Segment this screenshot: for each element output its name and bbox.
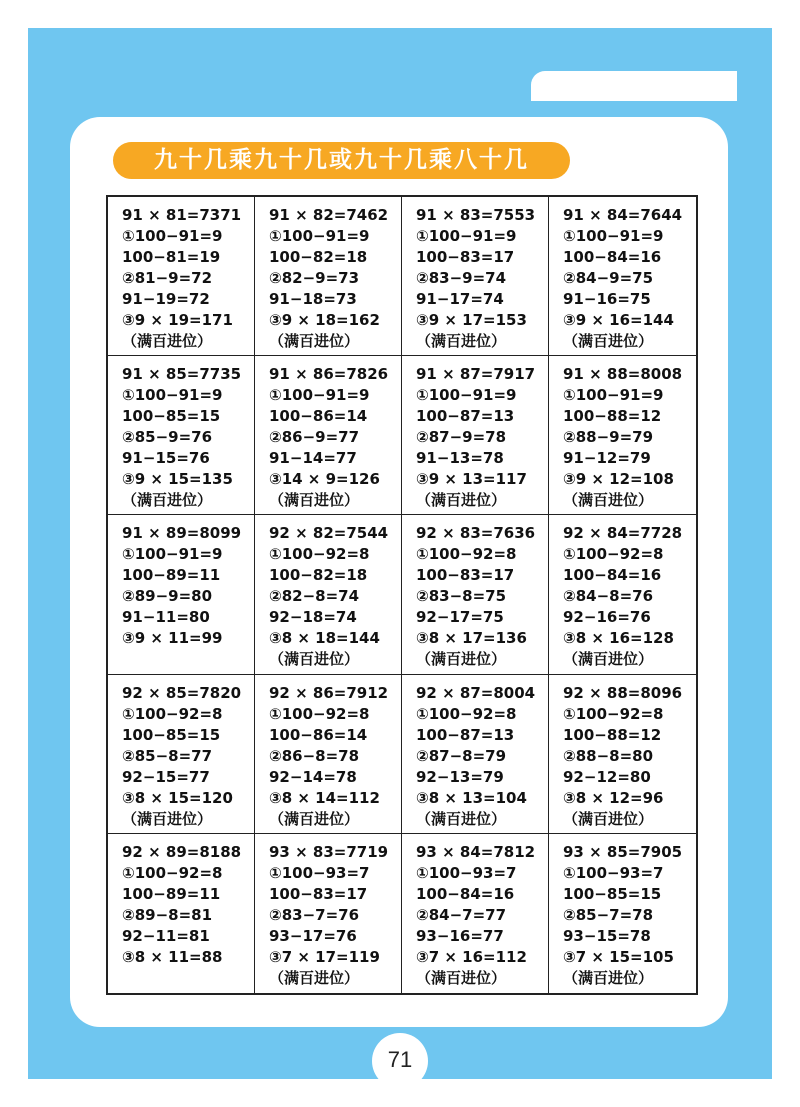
calculation-step: ①100−91=9 bbox=[416, 386, 517, 405]
table-cell bbox=[255, 356, 402, 515]
calculation-step: ②83−7=76 bbox=[269, 905, 360, 924]
calculation-step: （满百进位） bbox=[416, 968, 507, 987]
calculation-step: 92−18=74 bbox=[269, 608, 357, 627]
equation-result: 92 × 83=7636 bbox=[416, 524, 536, 543]
section-title: 九十几乘九十几或九十几乘八十几 bbox=[113, 142, 570, 179]
calculation-step: ③9 × 18=162 bbox=[269, 311, 380, 329]
table-cell bbox=[549, 356, 696, 515]
equation-result: 91 × 82=7462 bbox=[269, 206, 389, 224]
calculation-step: ②84−8=76 bbox=[563, 587, 654, 606]
table-cell bbox=[255, 834, 402, 993]
table-cell bbox=[108, 356, 255, 515]
calculation-step: 100−89=11 bbox=[122, 566, 221, 585]
calculation-step: ②87−9=78 bbox=[416, 428, 507, 447]
calculation-step: 100−87=13 bbox=[416, 407, 515, 426]
equation-result: 91 × 88=8008 bbox=[563, 365, 683, 384]
calculation-step: 100−83=17 bbox=[416, 566, 515, 585]
equation-result: 92 × 85=7820 bbox=[122, 683, 242, 702]
calculation-step: ③9 × 16=144 bbox=[563, 311, 674, 329]
calculation-step: ①100−93=7 bbox=[416, 863, 517, 882]
calculation-step: 100−85=15 bbox=[122, 407, 221, 426]
calculation-step: ②86−9=77 bbox=[269, 428, 360, 447]
calculation-step: 100−84=16 bbox=[416, 884, 515, 903]
calculation-step: （满百进位） bbox=[122, 491, 213, 510]
calculation-step: ②85−8=77 bbox=[122, 746, 213, 765]
calculation-step: 100−86=14 bbox=[269, 407, 368, 426]
calculation-step: （满百进位） bbox=[416, 332, 507, 350]
page-number: 71 bbox=[372, 1033, 428, 1089]
calculation-step: ③9 × 19=171 bbox=[122, 311, 233, 329]
calculation-step: （满百进位） bbox=[416, 650, 507, 669]
calculation-step: （满百进位） bbox=[416, 809, 507, 828]
calculation-step: ①100−91=9 bbox=[563, 386, 664, 405]
calculation-step: ①100−92=8 bbox=[563, 545, 664, 564]
calculation-step: 91−19=72 bbox=[122, 290, 210, 308]
equation-result: 91 × 86=7826 bbox=[269, 365, 389, 384]
calculation-step: ②83−8=75 bbox=[416, 587, 507, 606]
calculation-step: 100−81=19 bbox=[122, 248, 221, 266]
calculation-step: ①100−93=7 bbox=[269, 863, 370, 882]
calculation-step: ①100−92=8 bbox=[269, 545, 370, 564]
page-tab bbox=[531, 71, 737, 101]
calculation-step: ②84−7=77 bbox=[416, 905, 507, 924]
calculation-step: 100−82=18 bbox=[269, 566, 368, 585]
calculation-step: ②84−9=75 bbox=[563, 269, 654, 287]
calculation-step: 91−17=74 bbox=[416, 290, 504, 308]
calculation-step: 100−82=18 bbox=[269, 248, 368, 266]
calculation-step: （满百进位） bbox=[269, 809, 360, 828]
equation-result: 92 × 88=8096 bbox=[563, 683, 683, 702]
calculation-step: 100−85=15 bbox=[563, 884, 662, 903]
equation-result: 91 × 81=7371 bbox=[122, 206, 242, 224]
table-cell bbox=[549, 197, 696, 356]
calculation-step: ①100−91=9 bbox=[122, 545, 223, 564]
calculation-step: ②82−8=74 bbox=[269, 587, 360, 606]
table-cell bbox=[402, 834, 549, 993]
calculation-step: （满百进位） bbox=[563, 332, 654, 350]
calculation-step: ③8 × 18=144 bbox=[269, 629, 380, 648]
table-cell bbox=[255, 515, 402, 674]
calculation-step: 100−83=17 bbox=[416, 248, 515, 266]
calculation-step: ①100−92=8 bbox=[122, 863, 223, 882]
table-cell bbox=[108, 675, 255, 834]
calculation-step: 100−84=16 bbox=[563, 566, 662, 585]
equation-result: 91 × 84=7644 bbox=[563, 206, 683, 224]
calculation-step: ①100−91=9 bbox=[269, 386, 370, 405]
calculation-step: 100−88=12 bbox=[563, 725, 662, 744]
calculation-step: （满百进位） bbox=[563, 491, 654, 510]
calculation-step: 100−85=15 bbox=[122, 725, 221, 744]
calculation-step: ②85−7=78 bbox=[563, 905, 654, 924]
table-cell bbox=[549, 675, 696, 834]
calculation-step: 100−88=12 bbox=[563, 407, 662, 426]
equation-result: 91 × 87=7917 bbox=[416, 365, 536, 384]
calculation-step: ③9 × 15=135 bbox=[122, 470, 233, 489]
equation-result: 91 × 83=7553 bbox=[416, 206, 536, 224]
calculation-step: （满百进位） bbox=[269, 332, 360, 350]
calculation-step: ②86−8=78 bbox=[269, 746, 360, 765]
calculation-step: ②87−8=79 bbox=[416, 746, 507, 765]
table-cell bbox=[549, 515, 696, 674]
calculation-step: ①100−91=9 bbox=[563, 227, 664, 245]
calculation-step: ③8 × 15=120 bbox=[122, 788, 233, 807]
calculation-step: 92−11=81 bbox=[122, 926, 210, 945]
calculation-step: ③7 × 17=119 bbox=[269, 947, 380, 966]
calculation-step: 93−17=76 bbox=[269, 926, 357, 945]
calculation-step: ③8 × 13=104 bbox=[416, 788, 527, 807]
calculation-step: 93−15=78 bbox=[563, 926, 651, 945]
calculation-step: （满百进位） bbox=[122, 809, 213, 828]
calculation-step: （满百进位） bbox=[269, 650, 360, 669]
calculation-step: ①100−91=9 bbox=[122, 386, 223, 405]
calculation-step: 91−14=77 bbox=[269, 449, 357, 468]
calculation-step: 91−13=78 bbox=[416, 449, 504, 468]
calculation-step: （满百进位） bbox=[122, 332, 213, 350]
equation-result: 91 × 85=7735 bbox=[122, 365, 242, 384]
calculation-step: ①100−92=8 bbox=[416, 545, 517, 564]
calculation-step: ②83−9=74 bbox=[416, 269, 507, 287]
calculation-step: 100−89=11 bbox=[122, 884, 221, 903]
equation-result: 92 × 89=8188 bbox=[122, 842, 242, 861]
calculation-step: 100−87=13 bbox=[416, 725, 515, 744]
calculation-step: （满百进位） bbox=[563, 809, 654, 828]
equation-result: 92 × 82=7544 bbox=[269, 524, 389, 543]
calculation-step: ①100−93=7 bbox=[563, 863, 664, 882]
calculation-step: ②81−9=72 bbox=[122, 269, 213, 287]
calculation-step: 93−16=77 bbox=[416, 926, 504, 945]
table-cell bbox=[108, 515, 255, 674]
calculation-step: ①100−91=9 bbox=[269, 227, 370, 245]
calculation-step: ③9 × 17=153 bbox=[416, 311, 527, 329]
calculation-step: ③9 × 11=99 bbox=[122, 629, 223, 648]
table-cell bbox=[108, 197, 255, 356]
calculation-step: 100−84=16 bbox=[563, 248, 662, 266]
table-cell bbox=[108, 834, 255, 993]
equation-result: 92 × 87=8004 bbox=[416, 683, 536, 702]
calculation-step: ③8 × 11=88 bbox=[122, 947, 223, 966]
calculation-step: ③8 × 17=136 bbox=[416, 629, 527, 648]
multiplication-table bbox=[106, 195, 698, 995]
table-cell bbox=[255, 675, 402, 834]
table-cell bbox=[402, 515, 549, 674]
calculation-step: ①100−92=8 bbox=[563, 704, 664, 723]
calculation-step: ①100−92=8 bbox=[269, 704, 370, 723]
calculation-step: ③14 × 9=126 bbox=[269, 470, 380, 489]
calculation-step: ③9 × 12=108 bbox=[563, 470, 674, 489]
calculation-step: 100−83=17 bbox=[269, 884, 368, 903]
calculation-step: ③7 × 16=112 bbox=[416, 947, 527, 966]
calculation-step: ③8 × 16=128 bbox=[563, 629, 674, 648]
calculation-step: ①100−92=8 bbox=[416, 704, 517, 723]
calculation-step: ②88−9=79 bbox=[563, 428, 654, 447]
calculation-step: （满百进位） bbox=[563, 968, 654, 987]
equation-result: 93 × 85=7905 bbox=[563, 842, 683, 861]
calculation-step: ③8 × 14=112 bbox=[269, 788, 380, 807]
calculation-step: 91−15=76 bbox=[122, 449, 210, 468]
calculation-step: 92−17=75 bbox=[416, 608, 504, 627]
equation-result: 91 × 89=8099 bbox=[122, 524, 242, 543]
table-cell bbox=[255, 197, 402, 356]
calculation-step: ②89−9=80 bbox=[122, 587, 213, 606]
calculation-step: 92−14=78 bbox=[269, 767, 357, 786]
calculation-step: 91−11=80 bbox=[122, 608, 210, 627]
calculation-step: ①100−91=9 bbox=[416, 227, 517, 245]
equation-result: 93 × 83=7719 bbox=[269, 842, 389, 861]
calculation-step: 92−15=77 bbox=[122, 767, 210, 786]
calculation-step: ②85−9=76 bbox=[122, 428, 213, 447]
calculation-step: 92−12=80 bbox=[563, 767, 651, 786]
calculation-step: ③8 × 12=96 bbox=[563, 788, 664, 807]
equation-result: 92 × 86=7912 bbox=[269, 683, 389, 702]
equation-result: 93 × 84=7812 bbox=[416, 842, 536, 861]
calculation-step: 92−13=79 bbox=[416, 767, 504, 786]
calculation-step: （满百进位） bbox=[269, 491, 360, 510]
calculation-step: ②89−8=81 bbox=[122, 905, 213, 924]
calculation-step: ③9 × 13=117 bbox=[416, 470, 527, 489]
table-cell bbox=[402, 356, 549, 515]
calculation-step: （满百进位） bbox=[416, 491, 507, 510]
calculation-step: （满百进位） bbox=[563, 650, 654, 669]
calculation-step: 92−16=76 bbox=[563, 608, 651, 627]
calculation-step: ②82−9=73 bbox=[269, 269, 360, 287]
calculation-step: 91−16=75 bbox=[563, 290, 651, 308]
calculation-step: ③7 × 15=105 bbox=[563, 947, 674, 966]
table-cell bbox=[402, 197, 549, 356]
equation-result: 92 × 84=7728 bbox=[563, 524, 683, 543]
calculation-step: ②88−8=80 bbox=[563, 746, 654, 765]
calculation-step: 91−18=73 bbox=[269, 290, 357, 308]
calculation-step: 100−86=14 bbox=[269, 725, 368, 744]
calculation-step: 91−12=79 bbox=[563, 449, 651, 468]
calculation-step: ①100−92=8 bbox=[122, 704, 223, 723]
calculation-step: ①100−91=9 bbox=[122, 227, 223, 245]
table-cell bbox=[402, 675, 549, 834]
table-cell bbox=[549, 834, 696, 993]
calculation-step: （满百进位） bbox=[269, 968, 360, 987]
